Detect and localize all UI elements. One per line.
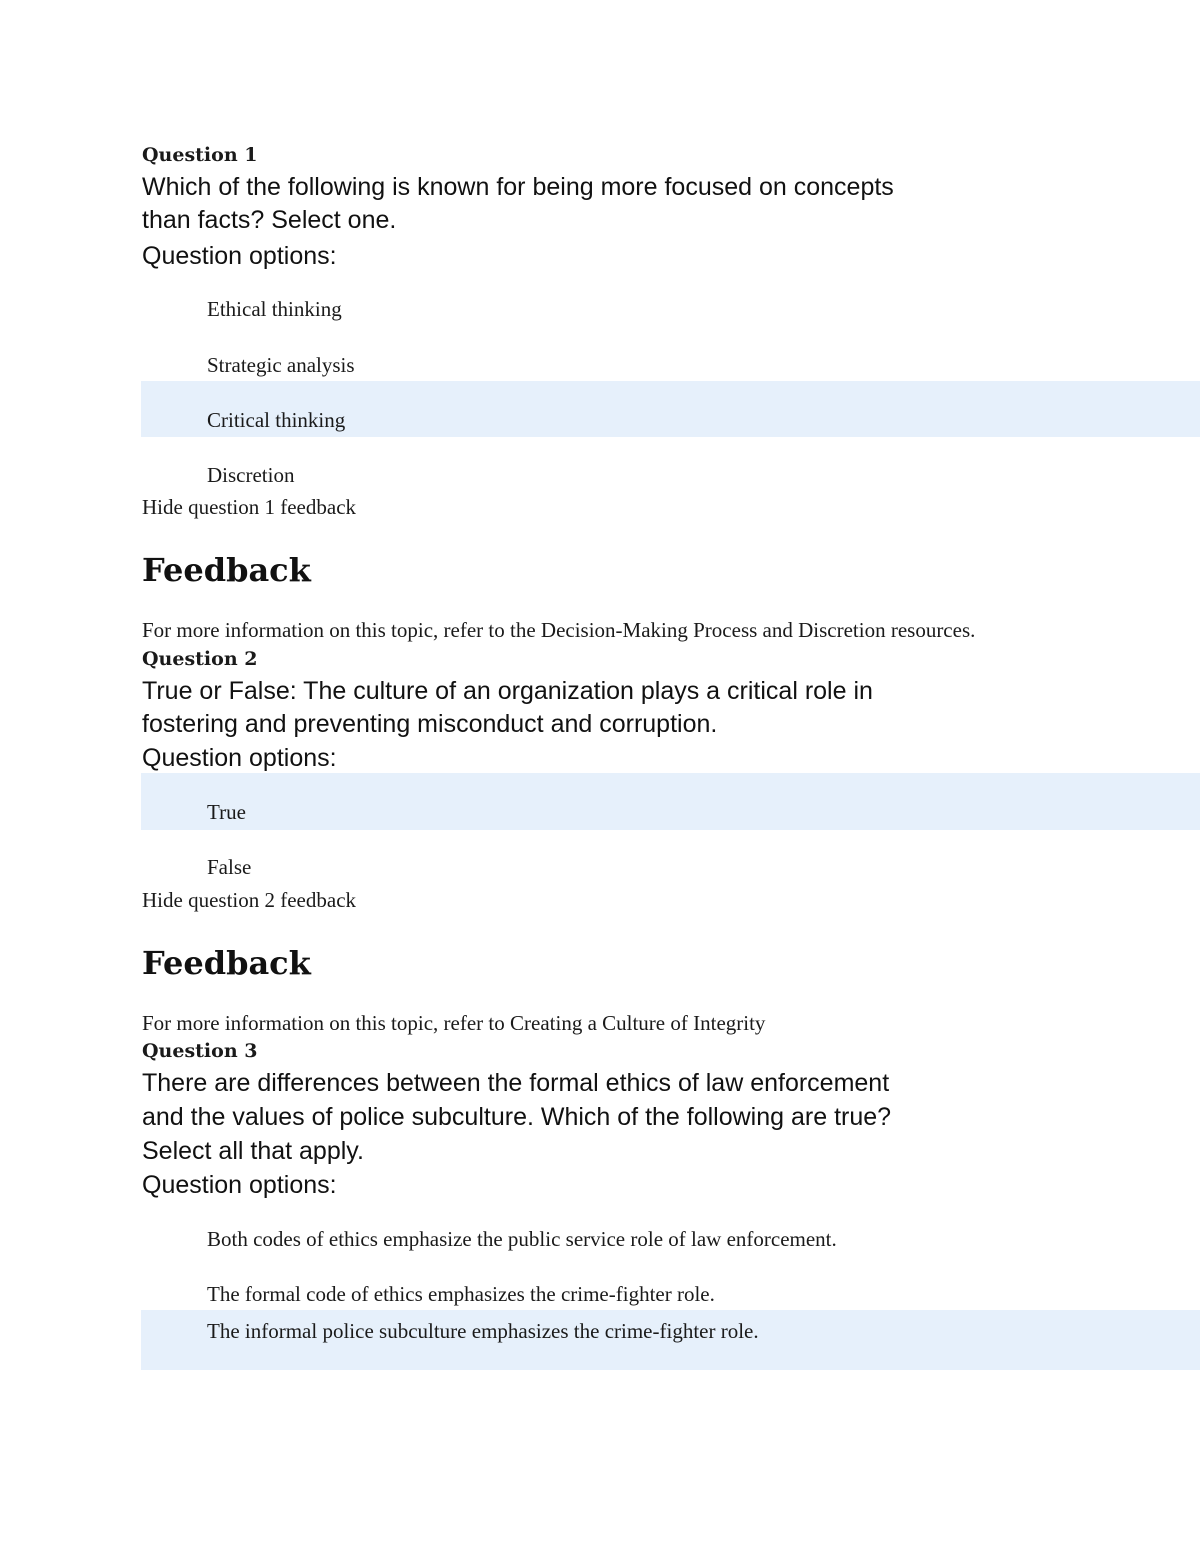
question-3-option-1[interactable]: Both codes of ethics emphasize the public service role of law enforcement.	[207, 1227, 837, 1251]
question-3-heading: Question 3	[142, 1040, 258, 1062]
question-3-option-3-selected[interactable]: The informal police subculture emphasizes the crime-fighter role.	[207, 1319, 759, 1343]
question-1-option-3-selected[interactable]: Critical thinking	[207, 408, 346, 432]
question-1-text-line-2: than facts? Select one.	[142, 206, 397, 234]
question-1-feedback-title: Feedback	[142, 551, 311, 589]
question-2-option-2[interactable]: False	[207, 855, 252, 879]
hide-question-2-feedback-link[interactable]: Hide question 2 feedback	[142, 888, 357, 912]
question-1-feedback-text: For more information on this topic, refer to the Decision-Making Process and Discretion resources.	[142, 618, 976, 642]
question-3-text-line-1: There are differences between the formal ethics of law enforcement	[142, 1069, 890, 1097]
question-1-option-2[interactable]: Strategic analysis	[207, 353, 355, 377]
question-2-feedback-title: Feedback	[142, 944, 311, 982]
question-1-options-label: Question options:	[142, 242, 337, 270]
question-1-text-line-1: Which of the following is known for being more focused on concepts	[142, 173, 894, 201]
question-2-feedback-text: For more information on this topic, refer to Creating a Culture of Integrity	[142, 1011, 766, 1035]
question-2-option-1-selected[interactable]: True	[207, 800, 246, 824]
question-1-heading: Question 1	[142, 144, 258, 166]
question-2-heading: Question 2	[142, 648, 258, 670]
hide-question-1-feedback-link[interactable]: Hide question 1 feedback	[142, 495, 357, 519]
question-3-text-line-3: Select all that apply.	[142, 1137, 364, 1165]
question-2-selected-answer-band	[141, 773, 1200, 830]
question-3-options-label: Question options:	[142, 1171, 337, 1199]
question-2-text-line-1: True or False: The culture of an organization plays a critical role in	[142, 677, 873, 705]
question-1-option-1[interactable]: Ethical thinking	[207, 297, 342, 321]
question-3-option-2[interactable]: The formal code of ethics emphasizes the crime-fighter role.	[207, 1282, 715, 1306]
question-3-text-line-2: and the values of police subculture. Which of the following are true?	[142, 1103, 892, 1131]
question-2-text-line-2: fostering and preventing misconduct and corruption.	[142, 710, 718, 738]
question-2-options-label: Question options:	[142, 744, 337, 772]
question-1-option-4[interactable]: Discretion	[207, 463, 295, 487]
